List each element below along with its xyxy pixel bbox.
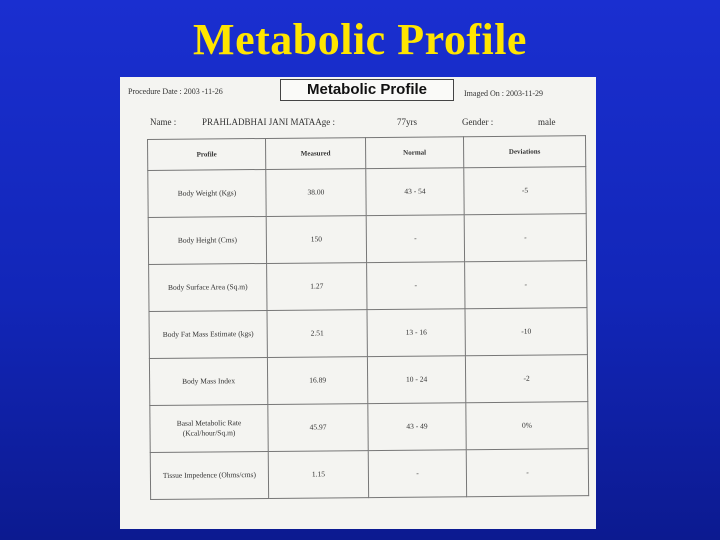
deviation-cell: - (464, 214, 586, 262)
column-header-deviations: Deviations (463, 136, 585, 168)
deviation-cell: -10 (465, 308, 587, 356)
deviation-cell: -2 (465, 355, 587, 403)
profile-cell: Body Fat Mass Estimate (kgs) (149, 310, 267, 358)
patient-gender: male (538, 117, 556, 127)
profile-cell: Body Surface Area (Sq.m) (149, 263, 267, 311)
table-row (149, 355, 587, 406)
normal-cell: 13 - 16 (367, 309, 465, 357)
normal-cell: - (368, 450, 466, 498)
normal-cell: - (367, 262, 465, 310)
table-header-row (148, 136, 586, 171)
column-header-measured: Measured (265, 138, 365, 170)
measured-cell: 1.15 (268, 451, 368, 499)
deviation-cell: 0% (466, 402, 588, 450)
normal-cell: - (366, 215, 464, 263)
profile-cell: Tissue Impedence (Ohms/cms) (150, 451, 268, 499)
measured-cell: 150 (266, 216, 366, 264)
metabolic-profile-table (147, 135, 589, 500)
patient-name: PRAHLADBHAI JANI MATAAge : (202, 117, 336, 127)
table-row (149, 261, 587, 312)
normal-cell: 10 - 24 (367, 356, 465, 404)
deviation-cell: - (465, 261, 587, 309)
measured-cell: 16.89 (267, 357, 367, 405)
report-title: Metabolic Profile (280, 79, 454, 101)
profile-cell: Body Weight (Kgs) (148, 169, 266, 217)
deviation-cell: -5 (464, 167, 586, 215)
column-header-normal: Normal (365, 137, 463, 169)
table-row (150, 402, 588, 453)
slide-title: Metabolic Profile (193, 15, 527, 64)
column-header-profile: Profile (148, 138, 266, 170)
patient-age: 77yrs (397, 117, 417, 127)
imaged-on-date: Imaged On : 2003-11-29 (464, 89, 544, 98)
scanned-report (120, 77, 596, 529)
table-row (149, 308, 587, 359)
profile-cell: Body Height (Cms) (148, 216, 266, 264)
measured-cell: 45.97 (268, 404, 368, 452)
table-row (148, 214, 586, 265)
profile-cell: Basal Metabolic Rate (Kcal/hour/Sq.m) (150, 404, 268, 452)
profile-cell: Body Mass Index (149, 357, 267, 405)
normal-cell: 43 - 54 (366, 168, 464, 216)
deviation-cell: - (466, 449, 588, 497)
procedure-date: Procedure Date : 2003 -11-26 (128, 87, 223, 96)
measured-cell: 2.51 (267, 310, 367, 358)
gender-label: Gender : (462, 117, 494, 127)
table-row (150, 449, 588, 500)
measured-cell: 38.00 (266, 169, 366, 217)
normal-cell: 43 - 49 (368, 403, 466, 451)
measured-cell: 1.27 (267, 263, 367, 311)
table-row (148, 167, 586, 218)
name-label: Name : (150, 117, 177, 127)
